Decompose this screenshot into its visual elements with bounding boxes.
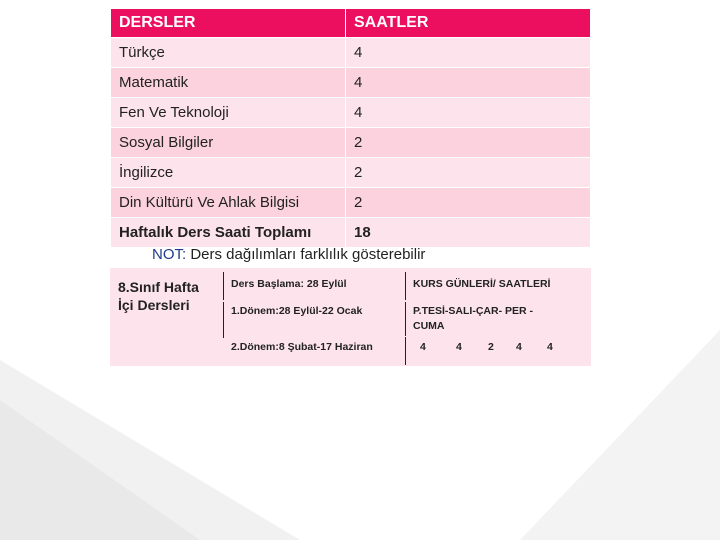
days-line2: CUMA	[413, 320, 445, 332]
subject-cell: Fen Ve Teknoloji	[111, 98, 346, 128]
hours-value: 2	[488, 341, 494, 353]
hours-value: 4	[456, 341, 462, 353]
table-header-row	[111, 9, 591, 38]
divider-left-lower	[223, 302, 224, 338]
table-row	[111, 188, 591, 218]
days-header: KURS GÜNLERİ/ SAATLERİ	[413, 278, 551, 290]
subject-cell: Türkçe	[111, 38, 346, 68]
hours-cell: 4	[346, 38, 591, 68]
note-text	[152, 246, 425, 263]
table-row	[111, 158, 591, 188]
table-row	[111, 68, 591, 98]
divider-left	[223, 272, 224, 300]
lesson-hours-table	[110, 8, 591, 248]
divider-right	[405, 272, 406, 300]
hours-value: 4	[516, 341, 522, 353]
subject-cell: Sosyal Bilgiler	[111, 128, 346, 158]
term1-dates: 1.Dönem:28 Eylül-22 Ocak	[231, 305, 363, 317]
table-row	[111, 38, 591, 68]
total-row	[111, 218, 591, 248]
hours-cell: 2	[346, 128, 591, 158]
schedule-title-line1: 8.Sınıf Hafta	[118, 279, 199, 295]
hours-value: 4	[420, 341, 426, 353]
subject-cell: İngilizce	[111, 158, 346, 188]
table-row	[111, 128, 591, 158]
header-saatler: SAATLER	[346, 9, 591, 38]
header-dersler: DERSLER	[111, 9, 346, 38]
note-label: NOT:	[152, 246, 187, 263]
divider-right-middle	[405, 302, 406, 336]
subject-cell: Matematik	[111, 68, 346, 98]
schedule-title	[118, 278, 218, 314]
note-body: Ders dağılımları farklılık gösterebilir	[186, 246, 426, 263]
hours-cell: 2	[346, 158, 591, 188]
subject-cell: Din Kültürü Ve Ahlak Bilgisi	[111, 188, 346, 218]
schedule-title-line2: İçi Dersleri	[118, 297, 190, 313]
hours-cell: 4	[346, 98, 591, 128]
total-value: 18	[346, 218, 591, 248]
days-line1: P.TESİ-SALI-ÇAR- PER -	[413, 305, 533, 317]
hours-cell: 2	[346, 188, 591, 218]
start-date: Ders Başlama: 28 Eylül	[231, 278, 347, 290]
divider-right-lower	[405, 337, 406, 365]
hours-value: 4	[547, 341, 553, 353]
table-row	[111, 98, 591, 128]
term2-dates: 2.Dönem:8 Şubat-17 Haziran	[231, 341, 373, 353]
total-label: Haftalık Ders Saati Toplamı	[111, 218, 346, 248]
hours-cell: 4	[346, 68, 591, 98]
